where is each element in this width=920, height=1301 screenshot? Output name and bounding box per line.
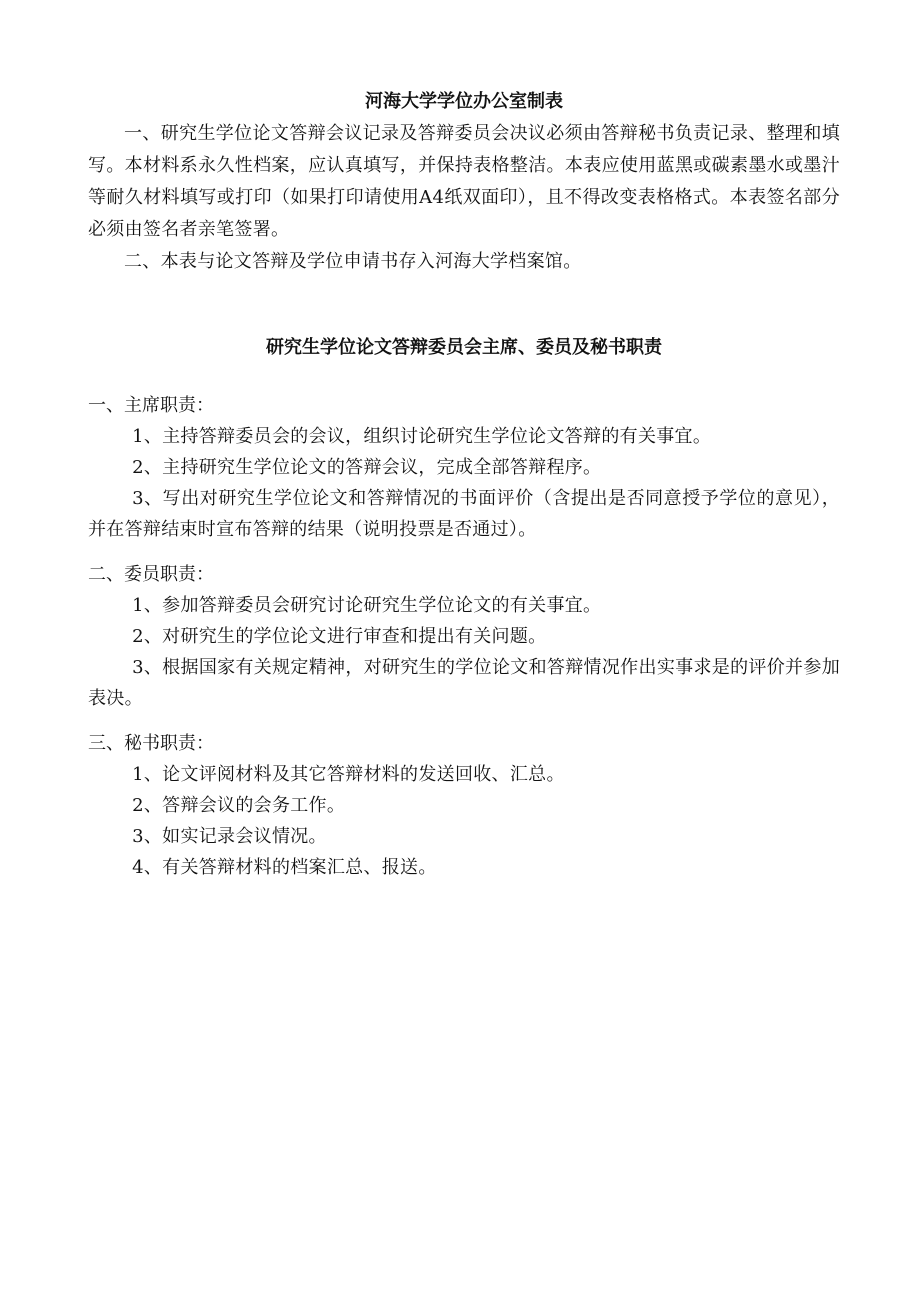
- spacer: [88, 714, 840, 728]
- list-item: 1、主持答辩委员会的会议，组织讨论研究生学位论文答辩的有关事宜。: [132, 426, 712, 447]
- list-item: 3、根据国家有关规定精神，对研究生的学位论文和答辩情况作出实事求是的评价并参加表决。: [88, 657, 840, 709]
- list-item: 2、对研究生的学位论文进行审查和提出有关问题。: [132, 626, 547, 647]
- list-item: 1、参加答辩委员会研究讨论研究生学位论文的有关事宜。: [132, 595, 602, 616]
- spacer: [88, 545, 840, 559]
- section-member: [88, 559, 840, 714]
- list-item: 1、论文评阅材料及其它答辩材料的发送回收、汇总。: [132, 764, 565, 785]
- list-item: 4、有关答辩材料的档案汇总、报送。: [132, 857, 437, 878]
- section-title-chair: 一、主席职责：: [88, 395, 214, 416]
- section-title-secretary: 三、秘书职责：: [88, 733, 214, 754]
- document-page: [88, 86, 840, 883]
- list-item: 2、主持研究生学位论文的答辩会议，完成全部答辩程序。: [132, 457, 602, 478]
- section-secretary: [88, 728, 840, 883]
- section-chair: [88, 390, 840, 545]
- note-1: 一、研究生学位论文答辩会议记录及答辩委员会决议必须由答辩秘书负责记录、整理和填写。本材料系永久性档案，应认真填写，并保持表格整洁。本表应使用蓝黑或碳素墨水或墨汁等耐久材料填写或打印（如果打印请使用A4纸双面印），且不得改变表格格式。本表签名部分必须由签名者亲笔签署。: [88, 123, 840, 240]
- spacer: [88, 278, 840, 332]
- office-title: 河海大学学位办公室制表: [365, 91, 563, 112]
- duties-title: 研究生学位论文答辩委员会主席、委员及秘书职责: [266, 337, 662, 358]
- spacer: [88, 364, 840, 390]
- list-item: 2、答辩会议的会务工作。: [132, 795, 346, 816]
- note-2: 二、本表与论文答辩及学位申请书存入河海大学档案馆。: [124, 251, 582, 272]
- list-item: 3、如实记录会议情况。: [132, 826, 327, 847]
- list-item: 3、写出对研究生学位论文和答辩情况的书面评价（含提出是否同意授予学位的意见），并在答辩结束时宣布答辩的结果（说明投票是否通过）。: [88, 488, 840, 540]
- section-title-member: 二、委员职责：: [88, 564, 214, 585]
